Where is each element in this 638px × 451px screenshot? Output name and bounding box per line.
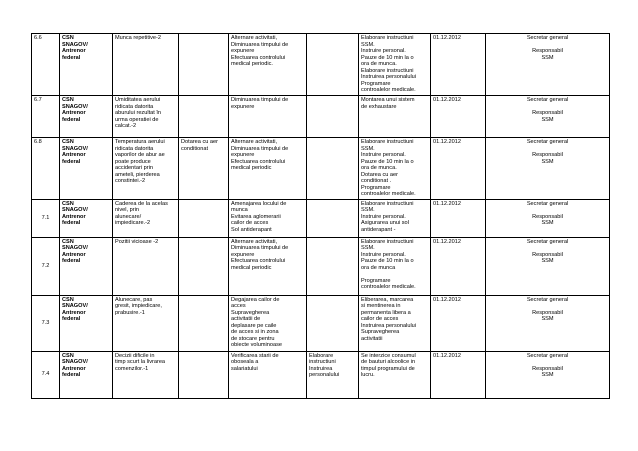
cell-line: timp scurt la livrarea [115,359,166,365]
cell-line: Responsabil [532,251,563,258]
cell-risk [113,96,179,138]
cell-line: federal [62,54,81,61]
cell-resp [486,138,610,200]
cell-line: CSN [62,238,74,245]
cell-line: cailor de acces [361,316,399,322]
cell-line: activitatii [361,335,383,342]
cell-line: Antrenor [62,365,86,372]
cell-text: 01.12.2012 [433,139,461,145]
cell-date [431,34,486,96]
risk-table-wrapper [31,33,610,399]
cell-line: SSM. [361,207,375,213]
cell-text: 6.7 [34,97,42,103]
cell-id [32,34,60,96]
cell-line: urma operatiei de [115,116,159,123]
cell-col6 [307,237,359,295]
cell-org [60,34,113,96]
cell-line: deplasare pe caile [231,322,277,329]
cell-line: Antrenor [62,251,86,258]
cell-line: Elaborare instructiuni [361,35,414,41]
cell-line: lucru. [361,372,375,378]
table-row [32,34,610,96]
risk-assessment-table [31,33,610,399]
cell-date [431,351,486,398]
cell-col5 [229,351,307,398]
cell-line: Diminuarea timpului de [231,245,289,251]
cell-col6 [307,138,359,200]
cell-line: Diminuarea timpului de [231,145,289,152]
cell-line: constintei.-2 [115,178,146,184]
cell-line: Efectuarea controlului [231,258,286,264]
cell-line: expunere [231,103,255,110]
cell-line: medical periodic [231,264,272,271]
cell-line: ridicata datorita [115,145,154,152]
cell-line: ora de munca. [361,165,397,171]
cell-id [32,351,60,398]
cell-text: 7.1 [41,214,50,221]
cell-line: nivel, prin [115,207,139,213]
cell-text: 01.12.2012 [433,352,461,359]
cell-text: 01.12.2012 [433,97,461,103]
cell-line: SNAGOV/ [62,145,88,152]
cell-line: gresit, impiedicare, [115,303,162,309]
cell-line: SSM [541,316,554,322]
cell-line: controalelor medicale. [361,284,416,290]
cell-text: 01.12.2012 [433,200,461,207]
cell-col4 [179,138,229,200]
cell-col4 [179,351,229,398]
cell-risk [113,199,179,237]
cell-line: Responsabil [532,309,563,316]
cell-line: prabusire.-1 [115,309,145,316]
cell-line: accidentari prin [115,165,153,171]
cell-line: cailor de acces [231,220,269,226]
cell-line: Diminuarea timpului de [231,41,289,48]
cell-col6 [307,34,359,96]
cell-date [431,199,486,237]
cell-line: Temperatura aerului [115,139,165,145]
cell-line: CSN [62,200,74,207]
cell-col5 [229,96,307,138]
cell-line: Instruirea personalului [361,74,417,80]
cell-line: expunere [231,251,255,258]
cell-line: SSM. [361,145,375,152]
cell-line: medical periodic [231,165,272,171]
cell-col4 [179,295,229,351]
cell-line: SNAGOV/ [62,303,88,309]
cell-risk [113,237,179,295]
cell-line: federal [62,258,81,264]
cell-line: SNAGOV/ [62,245,88,251]
cell-line: Elaborare instructiuni [361,67,414,74]
cell-line: Responsabil [532,152,563,158]
cell-line: Diminuarea timpului de [231,97,289,103]
cell-line: Programare [361,277,391,284]
cell-line: aburului rezultat în [115,110,162,116]
cell-line: Instruire personal. [361,48,406,54]
cell-org [60,96,113,138]
cell-date [431,237,486,295]
cell-line: federal [62,220,81,226]
cell-line: Secretar general [526,97,569,103]
cell-line: federal [62,316,81,322]
cell-line: poate produce [115,158,151,165]
cell-line: SSM [541,372,554,378]
cell-line: SSM [541,116,554,123]
cell-line: vaporilor de abur ae [115,152,165,158]
cell-line: Elaborare [309,352,334,359]
cell-line: Instruirea personalului [361,322,417,329]
cell-text: 01.12.2012 [433,35,461,41]
cell-line: Alunecare, pas [115,296,153,303]
cell-line: oboseala a [231,359,259,365]
cell-col7 [359,351,431,398]
cell-line: CSN [62,296,74,303]
cell-line: SSM [541,258,554,264]
cell-line: SSM [541,220,554,226]
cell-line: Dotarea cu aer [361,171,399,178]
cell-resp [486,96,610,138]
cell-id [32,295,60,351]
cell-id [32,138,60,200]
cell-text: 7.3 [41,319,50,326]
table-row [32,96,610,138]
cell-text: 6.6 [34,35,42,41]
cell-line: SNAGOV/ [62,207,88,213]
cell-col4 [179,199,229,237]
cell-line: Alternare activitati, [231,238,278,245]
cell-line: antiderapant - [361,226,396,233]
table-row [32,138,610,200]
cell-col7 [359,199,431,237]
cell-line: Eliberarea, marcarea [361,296,414,303]
cell-line: Responsabil [532,110,563,116]
cell-line: Programare [361,80,391,87]
cell-col4 [179,96,229,138]
cell-col7 [359,96,431,138]
cell-id [32,96,60,138]
cell-line: SNAGOV/ [62,41,88,48]
cell-col6 [307,96,359,138]
cell-risk [113,34,179,96]
cell-text: 01.12.2012 [433,296,461,303]
cell-line: salariatului [231,365,258,372]
cell-line: activitatii de [231,316,261,322]
cell-org [60,351,113,398]
cell-line: Dotarea cu aer [181,139,219,145]
cell-line: Umiditatea aerului [115,97,161,103]
cell-line: SSM [541,158,554,165]
cell-line: Efectuarea controlului [231,158,286,165]
cell-date [431,295,486,351]
cell-line: SNAGOV/ [62,103,88,110]
cell-col7 [359,34,431,96]
table-row [32,351,610,398]
cell-line: Amenajarea locului de [231,200,287,207]
cell-line: ameteli, pierderea [115,171,160,178]
cell-line: Sol antiderapant [231,226,272,233]
cell-line: federal [62,158,81,165]
cell-line: Elaborare instructiuni [361,238,414,245]
cell-line: ora de munca [361,264,396,271]
cell-line: calcat.-2 [115,123,137,129]
cell-id [32,237,60,295]
cell-line: Pauze de 10 min la o [361,158,414,165]
cell-line: Pozitii vicioase -2 [115,238,159,245]
cell-org [60,295,113,351]
cell-line: Instruire personal. [361,152,406,158]
cell-line: CSN [62,35,74,41]
cell-resp [486,351,610,398]
cell-col6 [307,199,359,237]
cell-col4 [179,237,229,295]
cell-line: de bauturi alcoolice in [361,359,416,365]
cell-col5 [229,34,307,96]
cell-date [431,138,486,200]
cell-line: CSN [62,352,74,359]
cell-line: Secretar general [526,139,569,145]
cell-line: Antrenor [62,213,86,220]
table-row [32,199,610,237]
cell-line: Alternare activitati, [231,139,278,145]
cell-resp [486,34,610,96]
cell-line: Secretar general [526,200,569,207]
cell-line: Instruire personal. [361,251,406,258]
cell-line: Caderea de la acelas [115,200,168,207]
cell-line: Supravegherea [361,329,400,335]
cell-line: si mentinerea in [361,303,401,309]
cell-col4 [179,34,229,96]
cell-risk [113,138,179,200]
cell-line: acces [231,303,246,309]
cell-line: munca [231,207,248,213]
cell-line: Instruirea [309,365,333,372]
cell-line: Pauze de 10 min la o [361,54,414,61]
cell-resp [486,295,610,351]
cell-line: ora de munca. [361,61,397,67]
table-body [32,34,610,399]
cell-col7 [359,138,431,200]
cell-line: controalelor medicale. [361,87,416,93]
cell-line: Pauze de 10 min la o [361,258,414,264]
cell-line: de stocare pentru [231,335,275,342]
cell-col5 [229,237,307,295]
cell-line: Elaborare instructiuni [361,139,414,145]
cell-text: 6.8 [34,139,42,145]
cell-line: Antrenor [62,48,86,54]
cell-line: SSM. [361,245,375,251]
table-row [32,237,610,295]
cell-line: expunere [231,48,255,54]
cell-line: Munca repetitive-2 [115,35,162,41]
cell-line: medical periodic. [231,61,273,67]
cell-col7 [359,237,431,295]
cell-line: Responsabil [532,213,563,220]
cell-line: controalelor medicale. [361,191,416,197]
cell-line: obiecte voluminoase [231,342,282,348]
cell-line: alunecare/ [115,213,142,220]
cell-line: SSM [541,54,554,61]
cell-risk [113,295,179,351]
cell-text: 01.12.2012 [433,238,461,245]
table-row [32,295,610,351]
cell-line: Decizii dificile in [115,352,155,359]
cell-line: Secretar general [526,296,569,303]
cell-line: timpul programului de [361,365,415,372]
cell-text: 7.2 [41,262,50,269]
cell-line: expunere [231,152,255,158]
cell-date [431,96,486,138]
cell-text: 7.4 [41,371,50,378]
cell-col5 [229,199,307,237]
cell-resp [486,237,610,295]
cell-line: Antrenor [62,152,86,158]
cell-line: Responsabil [532,365,563,372]
cell-line: Antrenor [62,110,86,116]
cell-col6 [307,351,359,398]
cell-line: Verificarea starii de [231,352,279,359]
cell-col6 [307,295,359,351]
cell-line: Efectuarea controlului [231,54,286,61]
cell-line: Secretar general [526,352,569,359]
cell-line: comenzilor.-1 [115,365,149,372]
cell-line: SSM. [361,41,375,48]
cell-resp [486,199,610,237]
cell-line: instructiuni [309,359,336,365]
cell-line: conditionat [181,145,209,152]
cell-line: Asigurarea unui sol [361,220,409,226]
cell-line: federal [62,116,81,123]
cell-line: de acces si in zona [231,329,279,335]
cell-line: Antrenor [62,309,86,316]
cell-line: Secretar general [526,238,569,245]
cell-line: Supravegherea [231,309,270,316]
cell-org [60,237,113,295]
cell-col5 [229,138,307,200]
cell-line: federal [62,372,81,378]
cell-line: Montarea unui sistem [361,97,415,103]
cell-line: de exhaustare [361,103,397,110]
cell-risk [113,351,179,398]
cell-line: Elaborare instructiuni [361,200,414,207]
cell-line: CSN [62,97,74,103]
cell-line: Alternare activitati, [231,35,278,41]
cell-line: personalului [309,372,340,378]
cell-line: Secretar general [526,35,569,41]
cell-line: ridicata datorita [115,103,154,110]
cell-line: permanenta libera a [361,309,411,316]
cell-org [60,199,113,237]
cell-line: Se interzice consumul [361,352,416,359]
cell-line: Evitarea aglomerarii [231,213,281,220]
cell-line: CSN [62,139,74,145]
cell-org [60,138,113,200]
cell-col5 [229,295,307,351]
cell-id [32,199,60,237]
cell-line: conditionat . [361,178,392,184]
cell-line: SNAGOV/ [62,359,88,365]
cell-line: Instruire personal. [361,213,406,220]
cell-col7 [359,295,431,351]
cell-line: Programare [361,184,391,191]
cell-line: Degajarea cailor de [231,296,280,303]
cell-line: Responsabil [532,48,563,54]
cell-line: impiedicare.-2 [115,220,151,226]
